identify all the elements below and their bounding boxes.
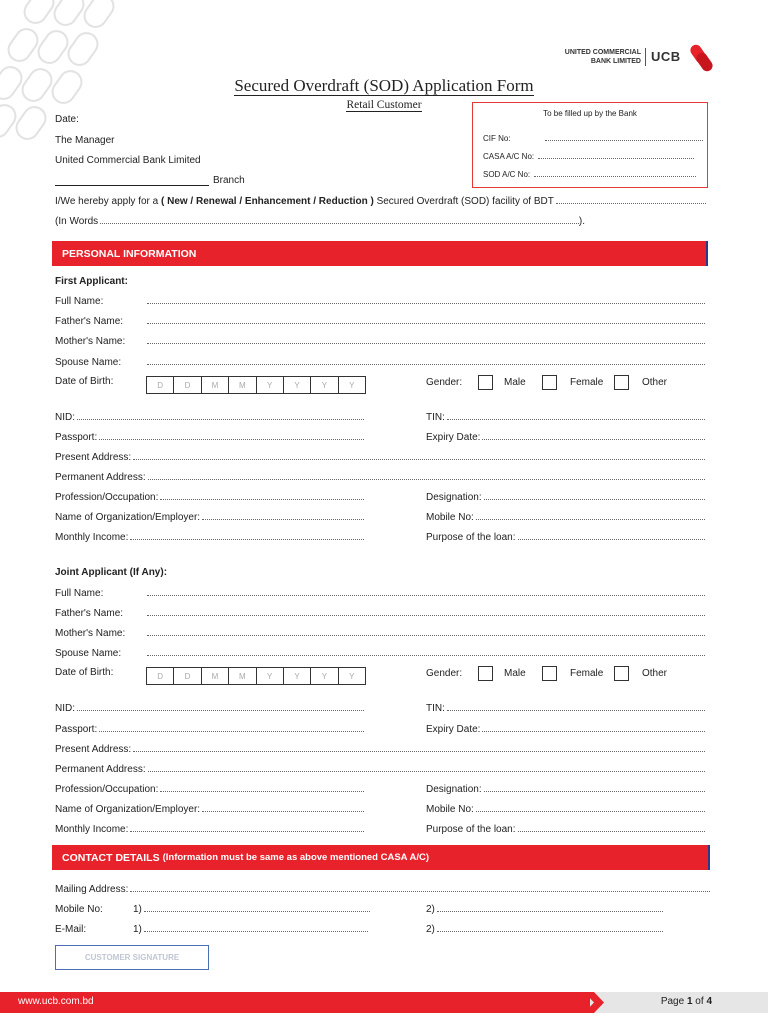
- purpose-label: Purpose of the loan:: [426, 824, 516, 835]
- monthly-income-label: Monthly Income:: [55, 532, 129, 543]
- joint-purpose-row[interactable]: [426, 821, 705, 835]
- full-name-label: Full Name:: [55, 296, 104, 307]
- dob-cell[interactable]: Y: [257, 377, 284, 393]
- cif-label: CIF No:: [483, 134, 511, 143]
- first-income-field[interactable]: [130, 530, 364, 540]
- logo-text: UCB: [651, 49, 681, 64]
- footer-url[interactable]: www.ucb.com.bd: [18, 996, 94, 1007]
- female-checkbox[interactable]: [542, 375, 557, 390]
- page-of: of: [692, 996, 707, 1007]
- dob-cell[interactable]: M: [229, 668, 256, 684]
- male-checkbox[interactable]: [478, 666, 493, 681]
- apply-suffix: Secured Overdraft (SOD) facility of BDT: [373, 196, 554, 207]
- casa-field[interactable]: [538, 151, 694, 159]
- permanent-address-label: Permanent Address:: [55, 764, 146, 775]
- bdt-amount-field[interactable]: [556, 194, 706, 204]
- first-mother-row[interactable]: [55, 333, 705, 347]
- nid-label: NID:: [55, 412, 75, 423]
- mobile-1-label: 1): [133, 904, 142, 915]
- contact-mobile-2-field[interactable]: [437, 902, 663, 912]
- first-profession-row[interactable]: [55, 489, 364, 503]
- branch-label: Branch: [213, 175, 245, 186]
- joint-spouse-row[interactable]: [55, 645, 705, 659]
- first-designation-row[interactable]: [426, 489, 705, 503]
- dob-cell[interactable]: M: [202, 668, 229, 684]
- father-label: Father's Name:: [55, 316, 124, 327]
- date-label: Date:: [55, 114, 79, 125]
- joint-permanent-address-field[interactable]: [148, 762, 705, 772]
- joint-tin-row[interactable]: [426, 700, 705, 714]
- male-label: Male: [504, 667, 526, 679]
- sod-field[interactable]: [534, 169, 696, 177]
- sod-label: SOD A/C No:: [483, 170, 531, 179]
- customer-signature-box[interactable]: [55, 945, 209, 970]
- father-label: Father's Name:: [55, 608, 124, 619]
- joint-organization-row[interactable]: [55, 801, 364, 815]
- first-spouse-row[interactable]: [55, 354, 705, 368]
- apply-prefix: I/We hereby apply for a: [55, 196, 161, 207]
- branch-field[interactable]: [55, 174, 209, 186]
- other-checkbox[interactable]: [614, 666, 629, 681]
- organization-label: Name of Organization/Employer:: [55, 512, 201, 523]
- mobile-label: Mobile No:: [426, 512, 474, 523]
- other-checkbox[interactable]: [614, 375, 629, 390]
- mother-label: Mother's Name:: [55, 336, 126, 347]
- in-words-end: ).: [578, 216, 585, 227]
- first-nid-field[interactable]: [77, 410, 364, 420]
- joint-nid-row[interactable]: [55, 700, 364, 714]
- present-address-label: Present Address:: [55, 744, 132, 755]
- cif-field[interactable]: [545, 133, 703, 141]
- personal-info-title: PERSONAL INFORMATION: [62, 247, 197, 260]
- joint-expiry-row[interactable]: [426, 721, 705, 735]
- first-father-row[interactable]: [55, 313, 705, 327]
- joint-gender-group: [426, 664, 667, 682]
- joint-tin-field[interactable]: [447, 701, 705, 711]
- personal-info-header: [52, 241, 708, 266]
- first-full-name-row[interactable]: [55, 293, 705, 307]
- joint-passport-row[interactable]: [55, 721, 364, 735]
- bank-name-line1: UNITED COMMERCIAL: [564, 49, 641, 56]
- spouse-label: Spouse Name:: [55, 357, 122, 368]
- bank-use-box: [472, 102, 708, 188]
- joint-spouse-field[interactable]: [147, 646, 705, 656]
- dob-cell[interactable]: Y: [257, 668, 284, 684]
- joint-mobile-row[interactable]: [426, 801, 705, 815]
- expiry-label: Expiry Date:: [426, 432, 481, 443]
- present-address-label: Present Address:: [55, 452, 132, 463]
- other-label: Other: [642, 667, 668, 679]
- joint-passport-field[interactable]: [99, 722, 364, 732]
- manager-label: The Manager: [55, 135, 115, 146]
- purpose-label: Purpose of the loan:: [426, 532, 516, 543]
- contact-details-header: [52, 845, 710, 870]
- contact-details-note: (Information must be same as above mentioned CASA A/C): [162, 852, 430, 863]
- first-permanent-address-row[interactable]: [55, 469, 705, 483]
- joint-expiry-field[interactable]: [482, 722, 705, 732]
- cif-row[interactable]: [483, 133, 703, 143]
- nid-label: NID:: [55, 703, 75, 714]
- joint-present-address-field[interactable]: [133, 742, 705, 752]
- joint-designation-field[interactable]: [484, 782, 705, 792]
- first-income-row[interactable]: [55, 529, 364, 543]
- first-gender-group: [426, 373, 667, 391]
- contact-mobile-1-field[interactable]: [144, 902, 370, 912]
- first-present-address-row[interactable]: [55, 449, 705, 463]
- dob-cell[interactable]: Y: [284, 668, 311, 684]
- contact-mobile-1-row[interactable]: [133, 901, 370, 915]
- other-label: Other: [642, 376, 668, 388]
- joint-nid-field[interactable]: [77, 701, 364, 711]
- joint-father-field[interactable]: [147, 606, 705, 616]
- dob-cell[interactable]: Y: [349, 671, 355, 681]
- bank-name: [555, 48, 641, 66]
- joint-present-address-row[interactable]: [55, 741, 705, 755]
- in-words-label: (In Words: [55, 216, 99, 227]
- first-spouse-field[interactable]: [147, 355, 705, 365]
- dob-cell[interactable]: M: [229, 377, 256, 393]
- joint-profession-field[interactable]: [160, 782, 364, 792]
- first-permanent-address-field[interactable]: [148, 470, 705, 480]
- passport-label: Passport:: [55, 432, 98, 443]
- female-label: Female: [570, 376, 604, 388]
- mobile-label: Mobile No:: [426, 804, 474, 815]
- joint-father-row[interactable]: [55, 605, 705, 619]
- mailing-address-row[interactable]: [55, 881, 710, 895]
- decorative-pattern: [0, 0, 140, 150]
- gender-label: Gender:: [426, 667, 463, 679]
- dob-cell[interactable]: M: [202, 377, 229, 393]
- dob-cell[interactable]: D: [147, 668, 174, 684]
- passport-label: Passport:: [55, 724, 98, 735]
- dob-cell[interactable]: D: [174, 668, 201, 684]
- first-purpose-field[interactable]: [518, 530, 705, 540]
- first-passport-row[interactable]: [55, 429, 364, 443]
- joint-mobile-field[interactable]: [476, 802, 705, 812]
- joint-mother-row[interactable]: [55, 625, 705, 639]
- expiry-label: Expiry Date:: [426, 724, 481, 735]
- first-organization-row[interactable]: [55, 509, 364, 523]
- full-name-label: Full Name:: [55, 588, 104, 599]
- first-designation-field[interactable]: [484, 490, 705, 500]
- first-mobile-field[interactable]: [476, 510, 705, 520]
- female-label: Female: [570, 667, 604, 679]
- first-tin-row[interactable]: [426, 409, 705, 423]
- dob-cell[interactable]: Y: [311, 668, 338, 684]
- female-checkbox[interactable]: [542, 666, 557, 681]
- joint-organization-field[interactable]: [202, 802, 364, 812]
- joint-purpose-field[interactable]: [518, 822, 705, 832]
- apply-options: ( New / Renewal / Enhancement / Reduction ): [160, 196, 374, 207]
- mailing-address-label: Mailing Address:: [55, 884, 129, 895]
- page-total: 4: [706, 996, 712, 1007]
- dob-cell[interactable]: D: [174, 377, 201, 393]
- bank-label: United Commercial Bank Limited: [55, 155, 201, 166]
- first-profession-field[interactable]: [160, 490, 364, 500]
- in-words-field[interactable]: [100, 214, 579, 224]
- first-expiry-row[interactable]: [426, 429, 705, 443]
- joint-mother-field[interactable]: [147, 626, 705, 636]
- first-nid-row[interactable]: [55, 409, 364, 423]
- apply-line[interactable]: [55, 193, 706, 207]
- logo-separator: [645, 48, 646, 66]
- spouse-label: Spouse Name:: [55, 648, 122, 659]
- mother-label: Mother's Name:: [55, 628, 126, 639]
- first-organization-field[interactable]: [202, 510, 364, 520]
- male-checkbox[interactable]: [478, 375, 493, 390]
- customer-signature-label: CUSTOMER SIGNATURE: [84, 953, 180, 962]
- dob-cell[interactable]: D: [147, 377, 174, 393]
- contact-email-2-row[interactable]: [426, 921, 663, 935]
- contact-mobile-2-row[interactable]: [426, 901, 663, 915]
- male-label: Male: [504, 376, 526, 388]
- first-applicant-heading: First Applicant:: [55, 276, 128, 287]
- contact-email-1-row[interactable]: [133, 921, 368, 935]
- page-number: 1: [686, 996, 693, 1007]
- page-prefix: Page: [660, 996, 687, 1007]
- joint-dob-input[interactable]: [146, 667, 366, 685]
- joint-income-field[interactable]: [130, 822, 364, 832]
- designation-label: Designation:: [426, 492, 482, 503]
- contact-email-2-field[interactable]: [437, 922, 663, 932]
- monthly-income-label: Monthly Income:: [55, 824, 129, 835]
- page-indicator: [661, 996, 712, 1007]
- first-purpose-row[interactable]: [426, 529, 705, 543]
- first-passport-field[interactable]: [99, 430, 364, 440]
- dob-cell[interactable]: Y: [284, 377, 311, 393]
- gender-label: Gender:: [426, 376, 463, 388]
- permanent-address-label: Permanent Address:: [55, 472, 146, 483]
- tin-label: TIN:: [426, 412, 445, 423]
- contact-email-1-field[interactable]: [144, 922, 368, 932]
- mobile-2-label: 2): [426, 904, 435, 915]
- email-1-label: 1): [133, 924, 142, 935]
- in-words-line[interactable]: [55, 213, 585, 227]
- joint-full-name-row[interactable]: [55, 585, 705, 599]
- first-expiry-field[interactable]: [482, 430, 705, 440]
- joint-permanent-address-row[interactable]: [55, 761, 705, 775]
- ucb-mark-icon: [689, 44, 713, 72]
- email-2-label: 2): [426, 924, 435, 935]
- tin-label: TIN:: [426, 703, 445, 714]
- casa-label: CASA A/C No:: [483, 152, 535, 161]
- first-tin-field[interactable]: [447, 410, 705, 420]
- contact-details-title: CONTACT DETAILS: [62, 851, 160, 864]
- joint-applicant-heading: Joint Applicant (If Any):: [55, 567, 168, 578]
- joint-dob-label: Date of Birth:: [55, 667, 114, 678]
- bank-box-title: To be filled up by the Bank: [543, 109, 637, 118]
- first-father-field[interactable]: [147, 314, 705, 324]
- bank-name-line2: BANK LIMITED: [590, 58, 641, 65]
- dob-cell[interactable]: Y: [349, 380, 355, 390]
- first-dob-label: Date of Birth:: [55, 376, 114, 387]
- ucb-logo: [555, 44, 715, 72]
- organization-label: Name of Organization/Employer:: [55, 804, 201, 815]
- footer-arrow-icon: [584, 992, 604, 1013]
- first-full-name-field[interactable]: [147, 294, 705, 304]
- joint-designation-row[interactable]: [426, 781, 705, 795]
- joint-income-row[interactable]: [55, 821, 364, 835]
- first-dob-input[interactable]: [146, 376, 366, 394]
- first-mother-field[interactable]: [147, 334, 705, 344]
- form-title: Secured Overdraft (SOD) Application Form: [234, 76, 534, 95]
- page-footer: [0, 992, 768, 1013]
- contact-email-label: E-Mail:: [55, 924, 87, 935]
- contact-mobile-label: Mobile No:: [55, 904, 103, 915]
- profession-label: Profession/Occupation:: [55, 492, 159, 503]
- first-mobile-row[interactable]: [426, 509, 705, 523]
- dob-cell[interactable]: Y: [311, 377, 338, 393]
- sod-row[interactable]: [483, 169, 696, 179]
- form-subtitle: Retail Customer: [346, 99, 422, 111]
- casa-row[interactable]: [483, 151, 694, 161]
- joint-profession-row[interactable]: [55, 781, 364, 795]
- designation-label: Designation:: [426, 784, 482, 795]
- profession-label: Profession/Occupation:: [55, 784, 159, 795]
- first-present-address-field[interactable]: [133, 450, 705, 460]
- mailing-address-field[interactable]: [130, 882, 710, 892]
- joint-full-name-field[interactable]: [147, 586, 705, 596]
